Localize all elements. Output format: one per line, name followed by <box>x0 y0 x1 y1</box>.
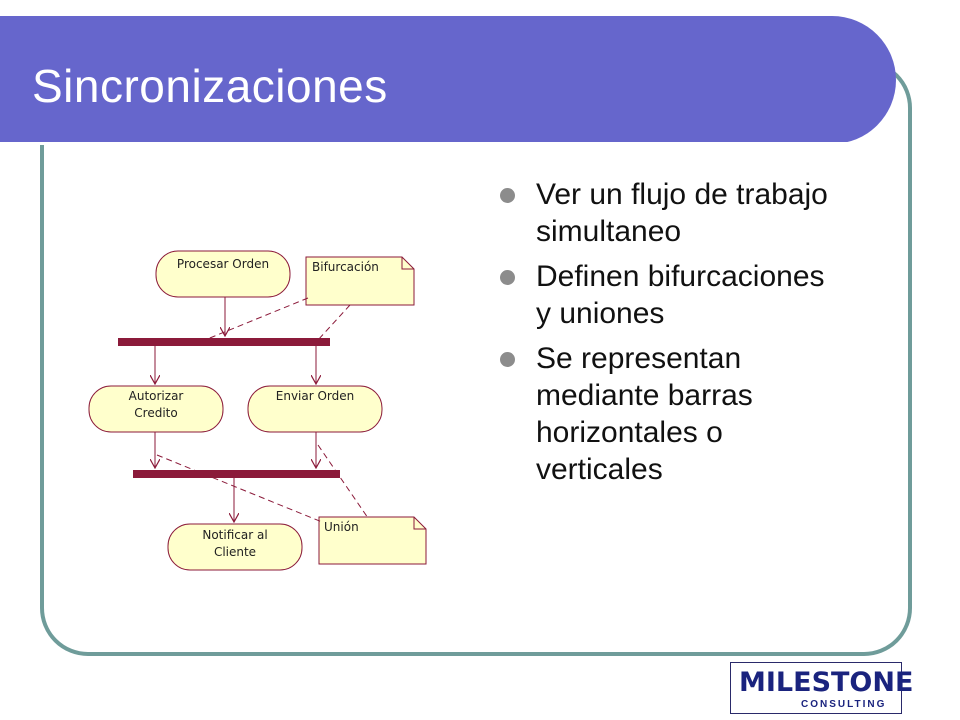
activity-label: Credito <box>134 406 178 420</box>
connector-union-to-join <box>157 455 322 522</box>
activity-enviar-orden <box>248 386 382 432</box>
activity-label: Enviar Orden <box>275 389 355 403</box>
note-label: Bifurcación <box>312 260 379 274</box>
connector-union-to-join-right <box>318 445 368 518</box>
activity-notificar-cliente <box>168 524 302 570</box>
bullet-dot-icon <box>500 352 515 367</box>
activity-autorizar-credito <box>89 386 223 432</box>
activity-label: Procesar Orden <box>176 257 270 271</box>
note-union <box>319 517 426 564</box>
activity-label: Cliente <box>213 545 257 559</box>
activity-procesar-orden <box>156 251 290 297</box>
bullet-dot-icon <box>500 188 515 203</box>
bullet-text: Ver un flujo de trabajo simultaneo <box>536 178 828 248</box>
bullet-item <box>500 258 840 332</box>
slide-title: Sincronizaciones <box>32 60 388 112</box>
bullet-text: Definen bifurcaciones y uniones <box>536 260 825 330</box>
logo-name: MILESTONE <box>739 667 914 698</box>
note-label: Unión <box>324 520 359 534</box>
logo-subtitle: CONSULTING <box>801 699 887 710</box>
activity-label: Autorizar <box>128 389 184 403</box>
bullet-item <box>500 340 840 488</box>
bullet-dot-icon <box>500 270 515 285</box>
bullet-list <box>500 176 840 496</box>
join-bar <box>133 470 340 478</box>
fork-bar <box>118 338 330 346</box>
bullet-text: Se representan mediante barras horizontales o verticales <box>536 342 753 486</box>
connector-bifurcacion-to-fork-right <box>318 305 350 340</box>
bullet-item <box>500 176 840 250</box>
connector-bifurcacion-to-fork <box>200 298 308 342</box>
milestone-logo <box>730 662 914 714</box>
note-bifurcacion <box>306 257 414 305</box>
activity-label: Notificar al <box>202 528 268 542</box>
